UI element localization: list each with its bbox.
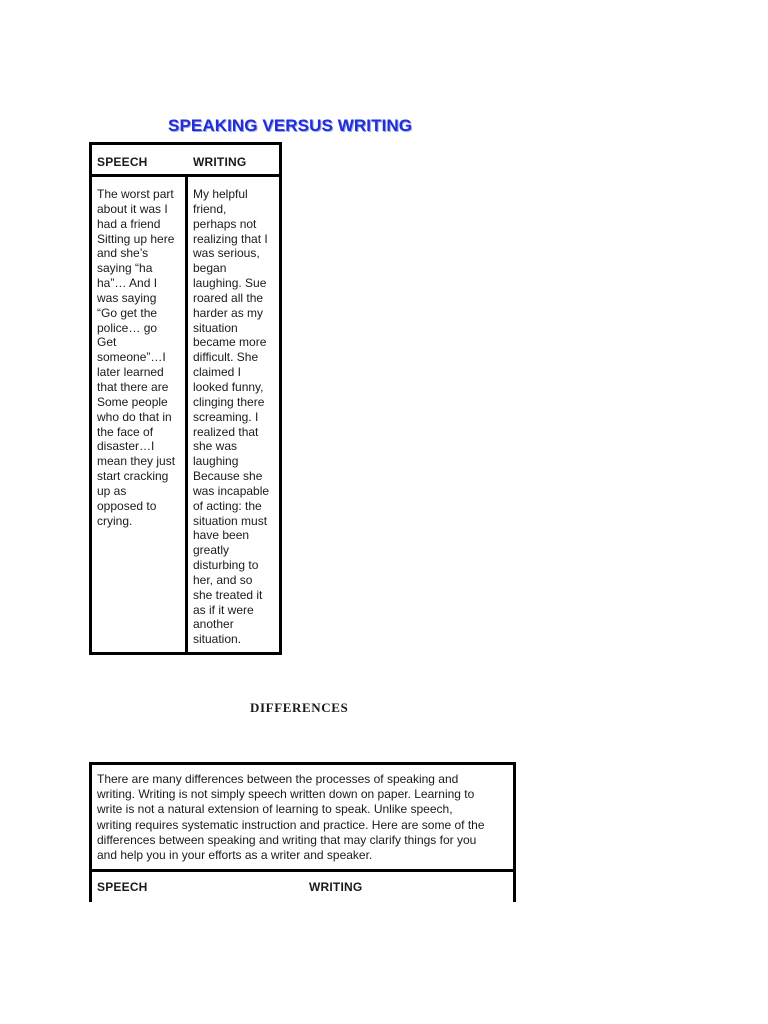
differences-header-writing: WRITING [309, 880, 363, 894]
page-title: SPEAKING VERSUS WRITING [168, 116, 413, 135]
column-divider [185, 177, 188, 652]
differences-header-speech: SPEECH [97, 880, 148, 894]
differences-heading: DIFFERENCES [250, 700, 349, 715]
header-speech: SPEECH [97, 155, 148, 169]
speech-example-text: The worst part about it was I had a friend Sitting up here and she’s saying “ha ha”… And I was saying “Go get the police… go Get someone”…I later learned that there are Some people who do that in the face of disaster…I mean they just start cracking up as opposed to crying. [97, 187, 176, 528]
writing-example-text: My helpful friend, perhaps not realizing that I was serious, began laughing. Sue roared all the harder as my situation became more difficult. She claimed I looked funny, clinging there screaming. I realized that she was laughing Because she was incapable of acting: the situation must have been greatly disturbing to her, and so she treated it as if it were another situation. [193, 187, 270, 647]
differences-table [89, 762, 516, 902]
differences-intro-text: There are many differences between the processes of speaking and writing. Writing is not simply speech written down on paper. Learning to write is not a natural extension of learning to speak. Unlike speech, writing requires systematic instruction and practice. Here are some of the differences between speaking and writing that may clarify things for you and help you in your efforts as a writer and speaker. [97, 772, 485, 863]
comparison-table-header [92, 145, 279, 177]
comparison-table [89, 142, 282, 655]
header-writing: WRITING [193, 155, 247, 169]
differences-divider [92, 869, 513, 872]
